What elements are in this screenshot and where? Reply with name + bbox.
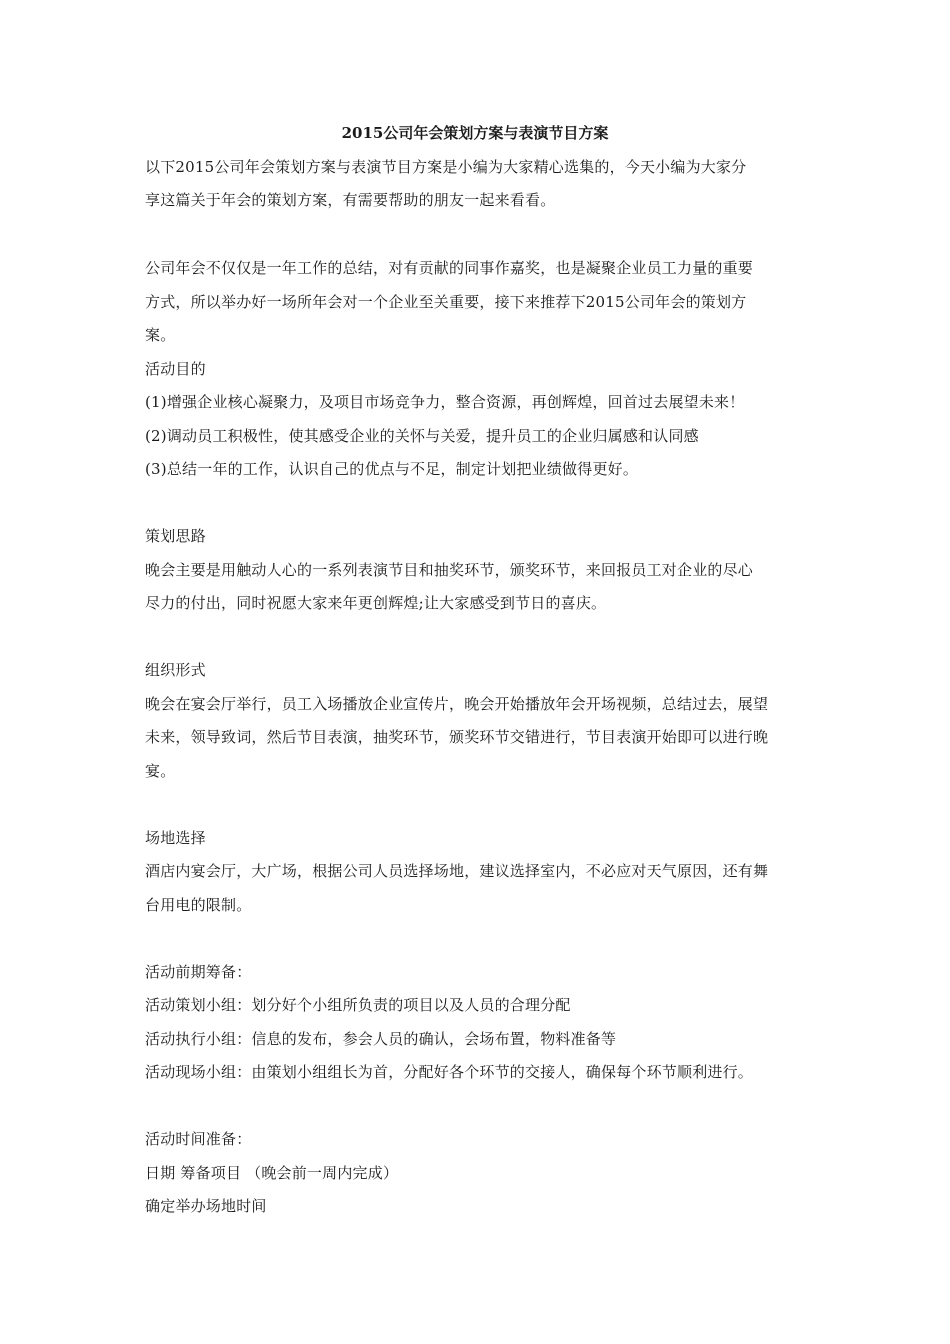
list-item: 活动现场小组：由策划小组组长为首，分配好各个环节的交接人，确保每个环节顺利进行。 bbox=[145, 1063, 754, 1081]
paragraph-line: 宴。 bbox=[145, 762, 176, 780]
paragraph-line: 台用电的限制。 bbox=[145, 896, 252, 914]
paragraph-line: 酒店内宴会厅，大广场，根据公司人员选择场地，建议选择室内，不必应对天气原因，还有舞 bbox=[145, 862, 769, 880]
paragraph-line: 案。 bbox=[145, 326, 176, 344]
list-item: (1)增强企业核心凝聚力，及项目市场竞争力，整合资源，再创辉煌，回首过去展望未来！ bbox=[145, 393, 745, 411]
paragraph-line: 晚会在宴会厅举行，员工入场播放企业宣传片，晚会开始播放年会开场视频，总结过去，展望 bbox=[145, 695, 769, 713]
paragraph-line: 方式，所以举办好一场所年会对一个企业至关重要，接下来推荐下2015公司年会的策划方 bbox=[145, 293, 747, 311]
paragraph-line: 尽力的付出，同时祝愿大家来年更创辉煌;让大家感受到节日的喜庆。 bbox=[145, 594, 607, 612]
section-heading-planning: 策划思路 bbox=[145, 527, 206, 545]
intro-line-1: 以下2015公司年会策划方案与表演节目方案是小编为大家精心选集的，今天小编为大家分 bbox=[145, 158, 747, 176]
paragraph-line: 未来，领导致词，然后节目表演，抽奖环节，颁奖环节交错进行，节目表演开始即可以进行晚 bbox=[145, 728, 769, 746]
paragraph-line: 公司年会不仅仅是一年工作的总结，对有贡献的同事作嘉奖，也是凝聚企业员工力量的重要 bbox=[145, 259, 754, 277]
section-heading-format: 组织形式 bbox=[145, 661, 206, 679]
schedule-item: 确定举办场地时间 bbox=[145, 1197, 267, 1215]
list-item: 活动执行小组：信息的发布，参会人员的确认，会场布置，物料准备等 bbox=[145, 1030, 617, 1048]
section-heading-purpose: 活动目的 bbox=[145, 360, 206, 378]
list-item: (3)总结一年的工作，认识自己的优点与不足，制定计划把业绩做得更好。 bbox=[145, 460, 639, 478]
section-heading-venue: 场地选择 bbox=[145, 829, 206, 847]
list-item: 活动策划小组：划分好个小组所负责的项目以及人员的合理分配 bbox=[145, 996, 571, 1014]
schedule-header: 日期 筹备项目 （晚会前一周内完成） bbox=[145, 1164, 399, 1182]
intro-line-2: 享这篇关于年会的策划方案，有需要帮助的朋友一起来看看。 bbox=[145, 191, 556, 209]
paragraph-line: 晚会主要是用触动人心的一系列表演节目和抽奖环节，颁奖环节，来回报员工对企业的尽心 bbox=[145, 561, 754, 579]
section-heading-schedule: 活动时间准备： bbox=[145, 1130, 252, 1148]
section-heading-preparation: 活动前期筹备： bbox=[145, 963, 252, 981]
document-title: 2015公司年会策划方案与表演节目方案 bbox=[341, 124, 609, 142]
list-item: (2)调动员工积极性，使其感受企业的关怀与关爱，提升员工的企业归属感和认同感 bbox=[145, 427, 699, 445]
